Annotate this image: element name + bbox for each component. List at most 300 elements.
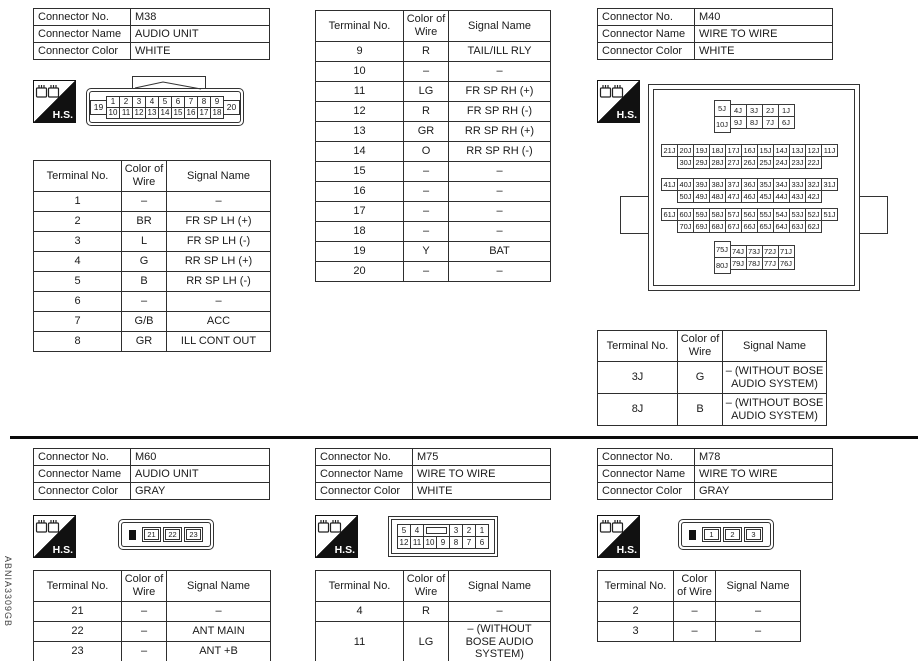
signal-name: – (WITHOUT BOSE AUDIO SYSTEM): [723, 362, 827, 394]
pin-cell: 66J: [741, 220, 758, 233]
pin-cell: 80J: [714, 257, 731, 274]
signal-name: –: [167, 192, 271, 212]
pin-cell: 22: [163, 527, 182, 542]
pin-cell: 18: [210, 107, 224, 119]
pin-cell: 74J: [730, 245, 747, 258]
terminal-row: [34, 292, 271, 312]
m75-info-table: [315, 448, 551, 500]
pin-cell: 18J: [709, 144, 726, 157]
terminal-no: 2: [598, 602, 674, 622]
pin-cell: 20: [223, 100, 240, 115]
connector-color-value: WHITE: [413, 483, 551, 500]
pin-cell: 35J: [757, 178, 774, 191]
pin-cell: 57J: [725, 208, 742, 221]
pin-cell: 15J: [757, 144, 774, 157]
wire-color: B: [122, 272, 167, 292]
connector-color-label: Connector Color: [316, 483, 413, 500]
terminal-row: [34, 642, 271, 661]
pin-cell: 3: [132, 96, 146, 108]
pin-cell: 10: [423, 536, 437, 549]
connector-name-label: Connector Name: [34, 26, 131, 43]
wire-color: G: [678, 362, 723, 394]
connector-symbol-icon: [317, 517, 343, 537]
terminal-row: [316, 42, 551, 62]
pin-cell: 6J: [778, 116, 795, 129]
m38-terminal-table: [33, 160, 271, 352]
terminal-row: [34, 602, 271, 622]
terminal-row: [316, 82, 551, 102]
pin-cell: 2: [462, 524, 476, 537]
color-of-wire-header: Color of Wire: [404, 11, 449, 42]
signal-name: FR SP RH (+): [449, 82, 551, 102]
pin-cell: 15: [171, 107, 185, 119]
connector-no-label: Connector No.: [34, 449, 131, 466]
pin-cell: 1: [702, 527, 721, 542]
pin-cell: 6: [475, 536, 489, 549]
signal-name-header: Signal Name: [449, 571, 551, 602]
pin-cell: 14J: [773, 144, 790, 157]
pin-cell: 17J: [725, 144, 742, 157]
terminal-no: 2: [34, 212, 122, 232]
connector-name-value: AUDIO UNIT: [131, 466, 270, 483]
terminal-no: 9: [316, 42, 404, 62]
wire-color: –: [404, 182, 449, 202]
pin-cell: 67J: [725, 220, 742, 233]
m40-terminal-table: [597, 330, 827, 426]
connector-no-value: M78: [695, 449, 833, 466]
terminal-no: 8J: [598, 394, 678, 426]
pin-cell: 8J: [746, 116, 763, 129]
wire-color: B: [678, 394, 723, 426]
pin-cell: 3: [744, 527, 763, 542]
pin-cell: 34J: [773, 178, 790, 191]
signal-name: RR SP LH (-): [167, 272, 271, 292]
pin-cell: 28J: [709, 156, 726, 169]
pin-cell: 8: [197, 96, 211, 108]
pin-cell: 1J: [778, 104, 795, 117]
signal-name: –: [716, 602, 801, 622]
pin-cell: 1: [475, 524, 489, 537]
signal-name: RR SP RH (+): [449, 122, 551, 142]
terminal-no: 13: [316, 122, 404, 142]
pin-cell: 31J: [821, 178, 838, 191]
pin-cell: 50J: [677, 190, 694, 203]
m78-pin-diagram: [678, 519, 774, 550]
pin-cell: 4: [410, 524, 424, 537]
signal-name: ILL CONT OUT: [167, 332, 271, 352]
pin-cell: 11: [119, 107, 133, 119]
signal-name: –: [449, 162, 551, 182]
terminal-row: [316, 162, 551, 182]
signal-name: FR SP LH (+): [167, 212, 271, 232]
pin-cell: 65J: [757, 220, 774, 233]
signal-name: –: [449, 222, 551, 242]
connector-key-notch: [689, 530, 696, 540]
pin-cell: 51J: [821, 208, 838, 221]
pin-cell: 73J: [746, 245, 763, 258]
terminal-row: [598, 622, 801, 642]
pin-cell: 2J: [762, 104, 779, 117]
terminal-row: [34, 252, 271, 272]
hs-label: H.S.: [334, 544, 355, 556]
connector-name-label: Connector Name: [34, 466, 131, 483]
connector-key-notch: [129, 530, 136, 540]
pin-cell: 26J: [741, 156, 758, 169]
terminal-row: [34, 622, 271, 642]
pin-cell: 33J: [789, 178, 806, 191]
pin-cell: 38J: [709, 178, 726, 191]
signal-name-header: Signal Name: [716, 571, 801, 602]
wire-color: O: [404, 142, 449, 162]
m40-pin-block: [654, 241, 854, 274]
signal-name: ANT +B: [167, 642, 271, 661]
tab-chevron-icon: [133, 80, 203, 90]
m38-info-table: [33, 8, 270, 60]
terminal-row: [316, 242, 551, 262]
terminal-no: 20: [316, 262, 404, 282]
hs-stamp: [33, 80, 76, 123]
terminal-no-header: Terminal No.: [598, 331, 678, 362]
m75-terminal-table: [315, 570, 551, 661]
connector-no-label: Connector No.: [598, 9, 695, 26]
m75-pin-diagram: [388, 516, 498, 557]
hs-stamp: [597, 80, 640, 123]
hs-stamp: [597, 515, 640, 558]
terminal-no-header: Terminal No.: [316, 11, 404, 42]
connector-symbol-icon: [599, 82, 625, 102]
pin-cell: 45J: [757, 190, 774, 203]
signal-name-header: Signal Name: [167, 571, 271, 602]
connector-symbol-icon: [35, 517, 61, 537]
connector-no-value: M60: [131, 449, 270, 466]
pin-cell: 59J: [693, 208, 710, 221]
terminal-no: 4: [316, 602, 404, 622]
pin-cell: 11: [410, 536, 424, 549]
pin-cell: 5: [158, 96, 172, 108]
pin-cell: 21: [142, 527, 161, 542]
wire-color: G/B: [122, 312, 167, 332]
pin-cell: 21J: [661, 144, 678, 157]
terminal-no: 16: [316, 182, 404, 202]
m40-info-table: [597, 8, 833, 60]
connector-color-value: GRAY: [131, 483, 270, 500]
wire-color: L: [122, 232, 167, 252]
pin-cell: 36J: [741, 178, 758, 191]
signal-name: FR SP RH (-): [449, 102, 551, 122]
pin-cell: 61J: [661, 208, 678, 221]
pin-cell: 1: [106, 96, 120, 108]
pin-cell: 27J: [725, 156, 742, 169]
pin-cell: 3J: [746, 104, 763, 117]
m40-pin-diagram: [648, 84, 860, 291]
color-of-wire-header: Color of Wire: [122, 161, 167, 192]
signal-name-header: Signal Name: [449, 11, 551, 42]
pin-cell: 77J: [762, 257, 779, 270]
terminal-no: 22: [34, 622, 122, 642]
color-of-wire-header: Color of Wire: [404, 571, 449, 602]
m60-terminal-table: [33, 570, 271, 661]
pin-cell: 13: [145, 107, 159, 119]
pin-cell: 58J: [709, 208, 726, 221]
wire-color: –: [404, 62, 449, 82]
pin-cell: 22J: [805, 156, 822, 169]
pin-cell: 19: [90, 100, 107, 115]
pin-cell: 5J: [714, 100, 731, 117]
wire-color: –: [404, 262, 449, 282]
pin-cell: 56J: [741, 208, 758, 221]
terminal-no: 4: [34, 252, 122, 272]
terminal-no: 11: [316, 82, 404, 102]
pin-cell: 2: [119, 96, 133, 108]
terminal-row: [598, 602, 801, 622]
wire-color: Y: [404, 242, 449, 262]
terminal-no: 11: [316, 622, 404, 661]
pin-cell: 23: [184, 527, 203, 542]
section-divider: [10, 436, 918, 439]
connector-symbol-icon: [35, 82, 61, 102]
pin-cell: 9J: [730, 116, 747, 129]
terminal-no-header: Terminal No.: [34, 161, 122, 192]
signal-name: RR SP RH (-): [449, 142, 551, 162]
pin-cell: 32J: [805, 178, 822, 191]
terminal-row: [34, 192, 271, 212]
pin-cell: 40J: [677, 178, 694, 191]
pin-cell: 41J: [661, 178, 678, 191]
m40-pin-block: [661, 178, 854, 203]
signal-name: ANT MAIN: [167, 622, 271, 642]
terminal-row: [316, 122, 551, 142]
hs-label: H.S.: [616, 109, 637, 121]
pin-cell: 7: [184, 96, 198, 108]
m40-side-tab-right: [856, 196, 888, 234]
pin-cell: 11J: [821, 144, 838, 157]
terminal-no: 5: [34, 272, 122, 292]
pin-cell: 12J: [805, 144, 822, 157]
pin-cell: 12: [397, 536, 411, 549]
pin-cell: 78J: [746, 257, 763, 270]
connector-name-value: WIRE TO WIRE: [695, 466, 833, 483]
connector-name-label: Connector Name: [316, 466, 413, 483]
pin-cell: 7: [462, 536, 476, 549]
connector-color-label: Connector Color: [34, 483, 131, 500]
signal-name: –: [716, 622, 801, 642]
pin-cell: 71J: [778, 245, 795, 258]
terminal-row: [316, 102, 551, 122]
signal-name: –: [449, 262, 551, 282]
terminal-no: 14: [316, 142, 404, 162]
terminal-no: 12: [316, 102, 404, 122]
pin-cell: 4J: [730, 104, 747, 117]
terminal-no: 3J: [598, 362, 678, 394]
connector-name-value: WIRE TO WIRE: [413, 466, 551, 483]
pin-cell: 9: [210, 96, 224, 108]
wire-color: GR: [404, 122, 449, 142]
hs-label: H.S.: [52, 109, 73, 121]
signal-name: FR SP LH (-): [167, 232, 271, 252]
wire-color: GR: [122, 332, 167, 352]
connector-symbol-icon: [599, 517, 625, 537]
m40-pin-block: [654, 100, 854, 133]
wire-color: R: [404, 102, 449, 122]
wire-color: –: [122, 602, 167, 622]
signal-name: BAT: [449, 242, 551, 262]
pin-cell: 62J: [805, 220, 822, 233]
pin-cell: 30J: [677, 156, 694, 169]
signal-name-header: Signal Name: [723, 331, 827, 362]
connector-name-label: Connector Name: [598, 466, 695, 483]
terminal-no: 18: [316, 222, 404, 242]
signal-name: –: [449, 202, 551, 222]
pin-cell: 47J: [725, 190, 742, 203]
terminal-no: 15: [316, 162, 404, 182]
terminal-row: [316, 62, 551, 82]
wire-color: –: [122, 292, 167, 312]
terminal-no: 10: [316, 62, 404, 82]
color-of-wire-header: Color of Wire: [674, 571, 716, 602]
pin-cell: 4: [145, 96, 159, 108]
signal-name: – (WITHOUT BOSE AUDIO SYSTEM): [723, 394, 827, 426]
pin-cell: 29J: [693, 156, 710, 169]
wire-color: –: [674, 622, 716, 642]
pin-cell: 14: [158, 107, 172, 119]
pin-cell: 76J: [778, 257, 795, 270]
pin-cell: 49J: [693, 190, 710, 203]
m60-info-table: [33, 448, 270, 500]
terminal-no: 19: [316, 242, 404, 262]
pin-cell: 17: [197, 107, 211, 119]
pin-cell: 54J: [773, 208, 790, 221]
connector-name-label: Connector Name: [598, 26, 695, 43]
pin-cell: 63J: [789, 220, 806, 233]
pin-cell: 9: [436, 536, 450, 549]
wire-color: BR: [122, 212, 167, 232]
signal-name: –: [167, 602, 271, 622]
terminal-no-header: Terminal No.: [316, 571, 404, 602]
pin-cell: 53J: [789, 208, 806, 221]
terminal-row: [34, 272, 271, 292]
wire-color: –: [122, 622, 167, 642]
pin-cell: 3: [449, 524, 463, 537]
wire-color: –: [122, 642, 167, 661]
pin-cell: 10J: [714, 116, 731, 133]
connector-no-value: M40: [695, 9, 833, 26]
connector-color-label: Connector Color: [34, 43, 131, 60]
pin-cell: 16J: [741, 144, 758, 157]
connector-name-value: AUDIO UNIT: [131, 26, 270, 43]
hs-stamp: [315, 515, 358, 558]
connector-color-value: WHITE: [695, 43, 833, 60]
connector-color-value: GRAY: [695, 483, 833, 500]
m40-pin-block: [661, 208, 854, 233]
pin-cell: 25J: [757, 156, 774, 169]
pin-cell: 75J: [714, 241, 731, 258]
wire-color: –: [404, 162, 449, 182]
color-of-wire-header: Color of Wire: [122, 571, 167, 602]
m78-info-table: [597, 448, 833, 500]
terminal-row: [598, 362, 827, 394]
hs-stamp: [33, 515, 76, 558]
color-of-wire-header: Color of Wire: [678, 331, 723, 362]
pin-cell: 52J: [805, 208, 822, 221]
wire-color: –: [404, 222, 449, 242]
figure-code: ABNIA3309GB: [3, 556, 13, 628]
connector-no-value: M38: [131, 9, 270, 26]
pin-cell: 70J: [677, 220, 694, 233]
terminal-no: 3: [598, 622, 674, 642]
signal-name: ACC: [167, 312, 271, 332]
terminal-row: [316, 182, 551, 202]
wire-color: LG: [404, 82, 449, 102]
wire-color: R: [404, 602, 449, 622]
terminal-no-header: Terminal No.: [34, 571, 122, 602]
pin-cell: 16: [184, 107, 198, 119]
pin-cell: 8: [449, 536, 463, 549]
terminal-no: 6: [34, 292, 122, 312]
pin-cell: 64J: [773, 220, 790, 233]
wire-color: –: [122, 192, 167, 212]
pin-cell: 72J: [762, 245, 779, 258]
wire-color: LG: [404, 622, 449, 661]
terminal-row: [316, 622, 551, 661]
pin-cell: 20J: [677, 144, 694, 157]
pin-cell: 19J: [693, 144, 710, 157]
hs-label: H.S.: [52, 544, 73, 556]
wire-color: –: [404, 202, 449, 222]
pin-cell: 5: [397, 524, 411, 537]
pin-cell: 23J: [789, 156, 806, 169]
terminal-row: [34, 332, 271, 352]
terminal-no: 23: [34, 642, 122, 661]
connector-color-label: Connector Color: [598, 43, 695, 60]
terminal-no-header: Terminal No.: [598, 571, 674, 602]
terminal-row: [316, 602, 551, 622]
pin-cell: 60J: [677, 208, 694, 221]
terminal-no: 17: [316, 202, 404, 222]
pin-cell: 6: [171, 96, 185, 108]
terminal-row: [316, 142, 551, 162]
signal-name: –: [449, 182, 551, 202]
pin-cell: 68J: [709, 220, 726, 233]
pin-cell: 10: [106, 107, 120, 119]
connector-no-label: Connector No.: [34, 9, 131, 26]
m38-pin-diagram: [86, 76, 244, 126]
signal-name: TAIL/ILL RLY: [449, 42, 551, 62]
signal-name-header: Signal Name: [167, 161, 271, 192]
pin-cell: 42J: [805, 190, 822, 203]
signal-name: –: [167, 292, 271, 312]
pin-cell: 37J: [725, 178, 742, 191]
wire-color: G: [122, 252, 167, 272]
pin-cell: 48J: [709, 190, 726, 203]
terminal-no: 7: [34, 312, 122, 332]
terminal-row: [316, 222, 551, 242]
signal-name: RR SP LH (+): [167, 252, 271, 272]
connector-color-label: Connector Color: [598, 483, 695, 500]
pin-cell: 7J: [762, 116, 779, 129]
connector-no-value: M75: [413, 449, 551, 466]
terminal-no: 1: [34, 192, 122, 212]
connector-color-value: WHITE: [131, 43, 270, 60]
hs-label: H.S.: [616, 544, 637, 556]
pin-cell: 24J: [773, 156, 790, 169]
terminal-row: [34, 212, 271, 232]
m78-terminal-table: [597, 570, 801, 642]
pin-cell: 44J: [773, 190, 790, 203]
terminal-row: [598, 394, 827, 426]
terminal-no: 8: [34, 332, 122, 352]
signal-name: –: [449, 602, 551, 622]
terminal-row: [316, 202, 551, 222]
